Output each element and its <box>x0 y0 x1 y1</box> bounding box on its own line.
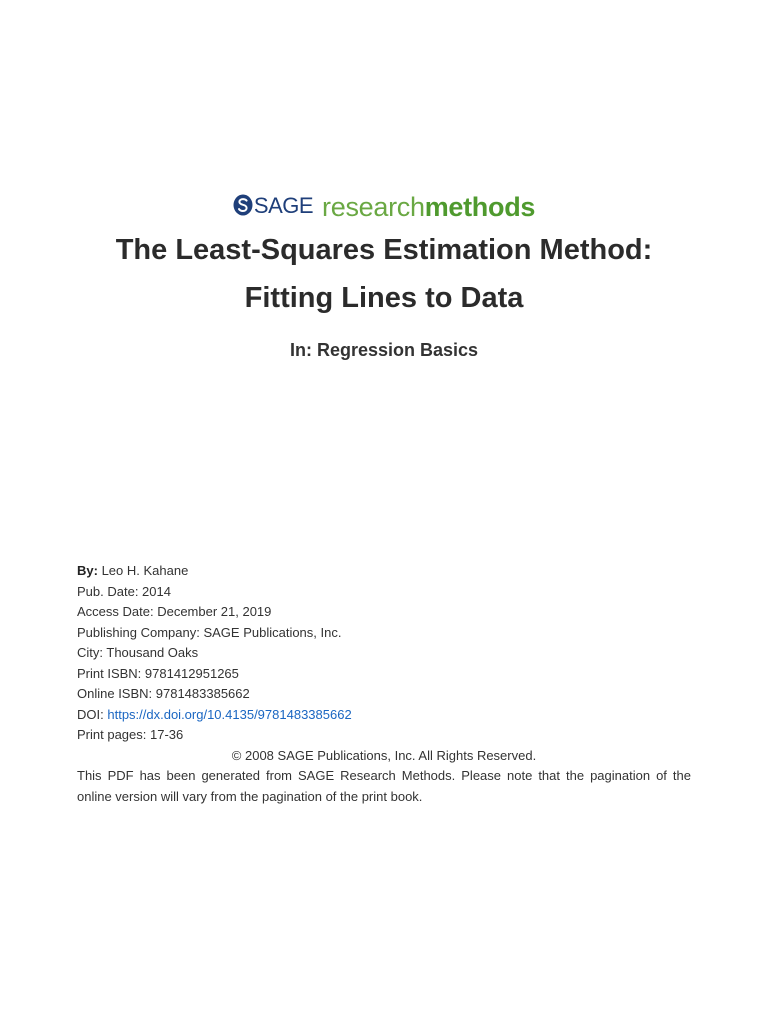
city: City: Thousand Oaks <box>77 645 199 660</box>
author-label: By: <box>77 563 98 578</box>
doi-link[interactable]: https://dx.doi.org/10.4135/9781483385662 <box>107 706 352 722</box>
pagination-note: This PDF has been generated from SAGE Research Methods. Please note that the pagination of the online version will vary from the pagination of the print book. <box>77 768 691 804</box>
pub-date: Pub. Date: 2014 <box>77 583 171 599</box>
print-pages: Print pages: 17-36 <box>77 727 184 742</box>
print-isbn: Print ISBN: 9781412951265 <box>77 665 239 681</box>
sage-s-logo-icon <box>233 194 253 216</box>
author-value: Leo H. Kahane <box>101 563 189 578</box>
logo-research-text: research <box>322 192 425 222</box>
copyright-notice: © 2008 SAGE Publications, Inc. All Rights Reserved. <box>231 747 537 763</box>
publishing-company: Publishing Company: SAGE Publications, Inc. <box>77 624 342 640</box>
document-title <box>40 226 728 322</box>
doi-label: DOI: <box>77 706 104 722</box>
logo-sage-text: SAGE <box>253 193 314 218</box>
sage-research-methods-logo <box>0 192 768 222</box>
doi-row <box>77 705 691 726</box>
book-in-line: In: Regression Basics <box>289 340 479 360</box>
online-isbn: Online ISBN: 9781483385662 <box>77 686 250 701</box>
access-date: Access Date: December 21, 2019 <box>77 604 272 619</box>
title-line-1: The Least-Squares Estimation Method: <box>115 234 653 266</box>
author-row <box>77 561 691 582</box>
title-line-2: Fitting Lines to Data <box>244 282 524 314</box>
citation-metadata <box>77 561 691 807</box>
logo-methods-text: methods <box>424 192 536 222</box>
